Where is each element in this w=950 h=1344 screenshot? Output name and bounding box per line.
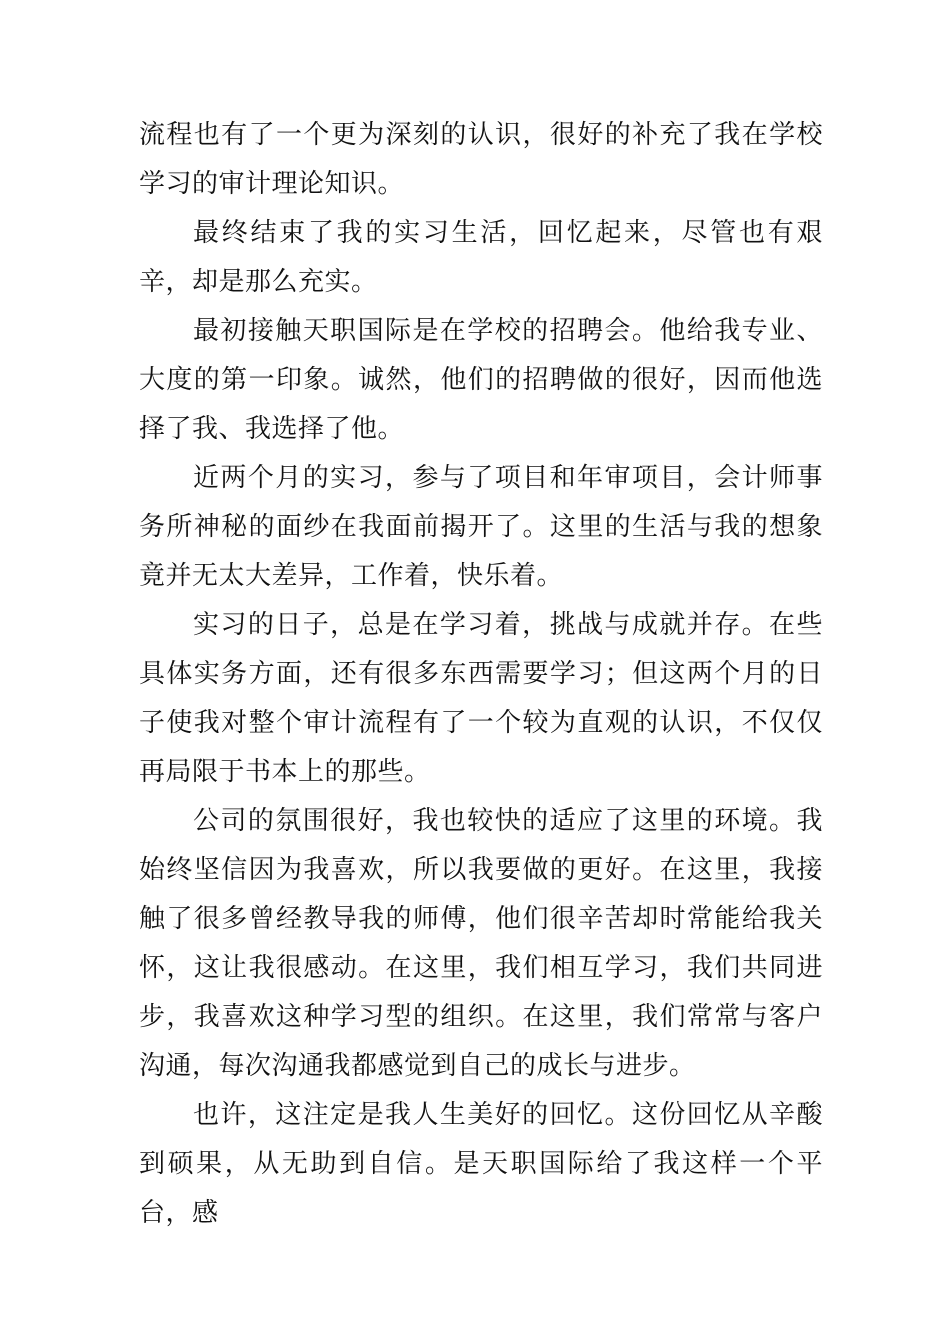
paragraph-1: 流程也有了一个更为深刻的认识，很好的补充了我在学校学习的审计理论知识。 [139, 120, 823, 199]
paragraph-5: 实习的日子，总是在学习着，挑战与成就并存。在些具体实务方面，还有很多东西需要学习；但这两个月的日子使我对整个审计流程有了一个较为直观的认识，不仅仅再局限于书本上的那些。 [139, 610, 823, 787]
paragraph-7: 也许，这注定是我人生美好的回忆。这份回忆从辛酸到硕果，从无助到自信。是天职国际给了我这样一个平台，感 [139, 1100, 823, 1228]
paragraph-6: 公司的氛围很好，我也较快的适应了这里的环境。我始终坚信因为我喜欢，所以我要做的更好。在这里，我接触了很多曾经教导我的师傅，他们很辛苦却时常能给我关怀，这让我很感动。在这里，我们相互学习，我们共同进步，我喜欢这种学习型的组织。在这里，我们常常与客户沟通，每次沟通我都感觉到自己的成长与进步。 [139, 806, 823, 1081]
paragraph-2: 最终结束了我的实习生活，回忆起来，尽管也有艰辛，却是那么充实。 [139, 218, 823, 297]
paragraph-3: 最初接触天职国际是在学校的招聘会。他给我专业、大度的第一印象。诚然，他们的招聘做的很好，因而他选择了我、我选择了他。 [139, 316, 823, 444]
document-body [139, 111, 823, 1238]
paragraph-4: 近两个月的实习，参与了项目和年审项目，会计师事务所神秘的面纱在我面前揭开了。这里的生活与我的想象竟并无太大差异，工作着，快乐着。 [139, 463, 823, 591]
